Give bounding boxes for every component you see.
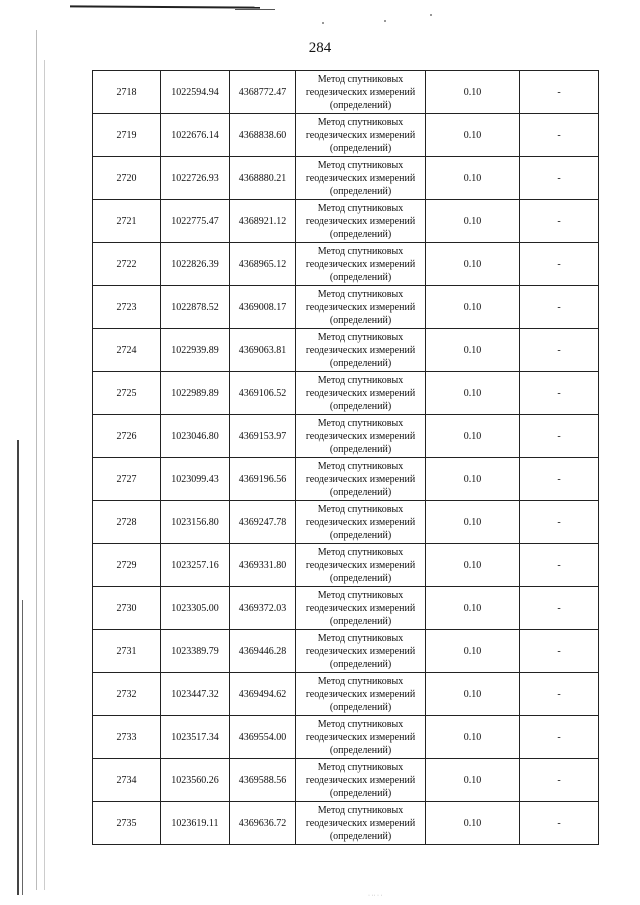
- method-cell: Метод спутниковых геодезических измерений (определений): [296, 372, 426, 415]
- accuracy-cell: 0.10: [426, 415, 520, 458]
- table-row: [93, 372, 599, 415]
- point-number-cell: 2735: [93, 802, 161, 845]
- x-coordinate-cell: 1022826.39: [161, 243, 230, 286]
- accuracy-cell: 0.10: [426, 372, 520, 415]
- note-cell: -: [520, 673, 599, 716]
- page-number: 284: [308, 40, 332, 56]
- y-coordinate-cell: 4368921.12: [230, 200, 296, 243]
- accuracy-cell: 0.10: [426, 802, 520, 845]
- x-coordinate-cell: 1023156.80: [161, 501, 230, 544]
- note-cell: -: [520, 329, 599, 372]
- margin-artifact: [44, 60, 45, 890]
- note-cell: -: [520, 501, 599, 544]
- point-number-cell: 2724: [93, 329, 161, 372]
- accuracy-cell: 0.10: [426, 157, 520, 200]
- table-row: [93, 458, 599, 501]
- method-cell: Метод спутниковых геодезических измерений (определений): [296, 458, 426, 501]
- accuracy-cell: 0.10: [426, 587, 520, 630]
- note-cell: -: [520, 802, 599, 845]
- table-row: [93, 415, 599, 458]
- table-row: [93, 716, 599, 759]
- y-coordinate-cell: 4369196.56: [230, 458, 296, 501]
- y-coordinate-cell: 4369331.80: [230, 544, 296, 587]
- accuracy-cell: 0.10: [426, 673, 520, 716]
- x-coordinate-cell: 1023257.16: [161, 544, 230, 587]
- table-row: [93, 802, 599, 845]
- accuracy-cell: 0.10: [426, 286, 520, 329]
- y-coordinate-cell: 4369106.52: [230, 372, 296, 415]
- table-row: [93, 200, 599, 243]
- x-coordinate-cell: 1022775.47: [161, 200, 230, 243]
- table-row: [93, 157, 599, 200]
- point-number-cell: 2730: [93, 587, 161, 630]
- point-number-cell: 2719: [93, 114, 161, 157]
- point-number-cell: 2723: [93, 286, 161, 329]
- point-number-cell: 2731: [93, 630, 161, 673]
- table-row: [93, 759, 599, 802]
- scan-artifact-line: [70, 5, 260, 8]
- method-cell: Метод спутниковых геодезических измерений (определений): [296, 630, 426, 673]
- method-cell: Метод спутниковых геодезических измерений (определений): [296, 415, 426, 458]
- x-coordinate-cell: 1022989.89: [161, 372, 230, 415]
- note-cell: -: [520, 286, 599, 329]
- table-row: [93, 673, 599, 716]
- x-coordinate-cell: 1022878.52: [161, 286, 230, 329]
- note-cell: -: [520, 458, 599, 501]
- method-cell: Метод спутниковых геодезических измерений (определений): [296, 200, 426, 243]
- point-number-cell: 2729: [93, 544, 161, 587]
- point-number-cell: 2726: [93, 415, 161, 458]
- accuracy-cell: 0.10: [426, 243, 520, 286]
- x-coordinate-cell: 1023517.34: [161, 716, 230, 759]
- point-number-cell: 2721: [93, 200, 161, 243]
- accuracy-cell: 0.10: [426, 329, 520, 372]
- point-number-cell: 2733: [93, 716, 161, 759]
- table-row: [93, 329, 599, 372]
- method-cell: Метод спутниковых геодезических измерений (определений): [296, 71, 426, 114]
- table-row: [93, 243, 599, 286]
- method-cell: Метод спутниковых геодезических измерений (определений): [296, 157, 426, 200]
- x-coordinate-cell: 1023305.00: [161, 587, 230, 630]
- point-number-cell: 2718: [93, 71, 161, 114]
- note-cell: -: [520, 71, 599, 114]
- method-cell: Метод спутниковых геодезических измерений (определений): [296, 673, 426, 716]
- method-cell: Метод спутниковых геодезических измерений (определений): [296, 329, 426, 372]
- y-coordinate-cell: 4369063.81: [230, 329, 296, 372]
- note-cell: -: [520, 716, 599, 759]
- note-cell: -: [520, 114, 599, 157]
- method-cell: Метод спутниковых геодезических измерений (определений): [296, 716, 426, 759]
- note-cell: -: [520, 157, 599, 200]
- method-cell: Метод спутниковых геодезических измерений (определений): [296, 587, 426, 630]
- method-cell: Метод спутниковых геодезических измерений (определений): [296, 243, 426, 286]
- x-coordinate-cell: 1023619.11: [161, 802, 230, 845]
- point-number-cell: 2720: [93, 157, 161, 200]
- method-cell: Метод спутниковых геодезических измерений (определений): [296, 759, 426, 802]
- coordinates-table: [92, 70, 599, 845]
- accuracy-cell: 0.10: [426, 501, 520, 544]
- x-coordinate-cell: 1023099.43: [161, 458, 230, 501]
- table-row: [93, 286, 599, 329]
- y-coordinate-cell: 4369588.56: [230, 759, 296, 802]
- x-coordinate-cell: 1023560.26: [161, 759, 230, 802]
- method-cell: Метод спутниковых геодезических измерений (определений): [296, 544, 426, 587]
- y-coordinate-cell: 4369008.17: [230, 286, 296, 329]
- note-cell: -: [520, 544, 599, 587]
- scan-speck: · ·· · ·: [368, 893, 383, 899]
- table-row: [93, 501, 599, 544]
- y-coordinate-cell: 4369247.78: [230, 501, 296, 544]
- y-coordinate-cell: 4368965.12: [230, 243, 296, 286]
- y-coordinate-cell: 4368772.47: [230, 71, 296, 114]
- y-coordinate-cell: 4369554.00: [230, 716, 296, 759]
- x-coordinate-cell: 1023046.80: [161, 415, 230, 458]
- note-cell: -: [520, 243, 599, 286]
- accuracy-cell: 0.10: [426, 630, 520, 673]
- scan-speck: [322, 22, 324, 24]
- table-row: [93, 544, 599, 587]
- x-coordinate-cell: 1022594.94: [161, 71, 230, 114]
- margin-artifact: [36, 30, 37, 890]
- table-row: [93, 587, 599, 630]
- x-coordinate-cell: 1022676.14: [161, 114, 230, 157]
- accuracy-cell: 0.10: [426, 458, 520, 501]
- note-cell: -: [520, 630, 599, 673]
- note-cell: -: [520, 372, 599, 415]
- method-cell: Метод спутниковых геодезических измерений (определений): [296, 501, 426, 544]
- table-row: [93, 630, 599, 673]
- y-coordinate-cell: 4368838.60: [230, 114, 296, 157]
- scan-speck: [430, 14, 432, 16]
- point-number-cell: 2728: [93, 501, 161, 544]
- accuracy-cell: 0.10: [426, 200, 520, 243]
- point-number-cell: 2722: [93, 243, 161, 286]
- method-cell: Метод спутниковых геодезических измерений (определений): [296, 286, 426, 329]
- accuracy-cell: 0.10: [426, 544, 520, 587]
- note-cell: -: [520, 587, 599, 630]
- margin-artifact: [22, 600, 23, 895]
- x-coordinate-cell: 1022726.93: [161, 157, 230, 200]
- x-coordinate-cell: 1023389.79: [161, 630, 230, 673]
- accuracy-cell: 0.10: [426, 71, 520, 114]
- accuracy-cell: 0.10: [426, 716, 520, 759]
- y-coordinate-cell: 4369446.28: [230, 630, 296, 673]
- method-cell: Метод спутниковых геодезических измерений (определений): [296, 114, 426, 157]
- y-coordinate-cell: 4369372.03: [230, 587, 296, 630]
- point-number-cell: 2725: [93, 372, 161, 415]
- note-cell: -: [520, 415, 599, 458]
- y-coordinate-cell: 4369153.97: [230, 415, 296, 458]
- margin-artifact: [17, 440, 19, 895]
- point-number-cell: 2732: [93, 673, 161, 716]
- note-cell: -: [520, 200, 599, 243]
- point-number-cell: 2734: [93, 759, 161, 802]
- method-cell: Метод спутниковых геодезических измерений (определений): [296, 802, 426, 845]
- scan-artifact-line: [235, 9, 275, 10]
- table-row: [93, 114, 599, 157]
- note-cell: -: [520, 759, 599, 802]
- point-number-cell: 2727: [93, 458, 161, 501]
- scan-speck: [384, 20, 386, 22]
- y-coordinate-cell: 4368880.21: [230, 157, 296, 200]
- table-row: [93, 71, 599, 114]
- y-coordinate-cell: 4369494.62: [230, 673, 296, 716]
- accuracy-cell: 0.10: [426, 114, 520, 157]
- accuracy-cell: 0.10: [426, 759, 520, 802]
- x-coordinate-cell: 1023447.32: [161, 673, 230, 716]
- y-coordinate-cell: 4369636.72: [230, 802, 296, 845]
- x-coordinate-cell: 1022939.89: [161, 329, 230, 372]
